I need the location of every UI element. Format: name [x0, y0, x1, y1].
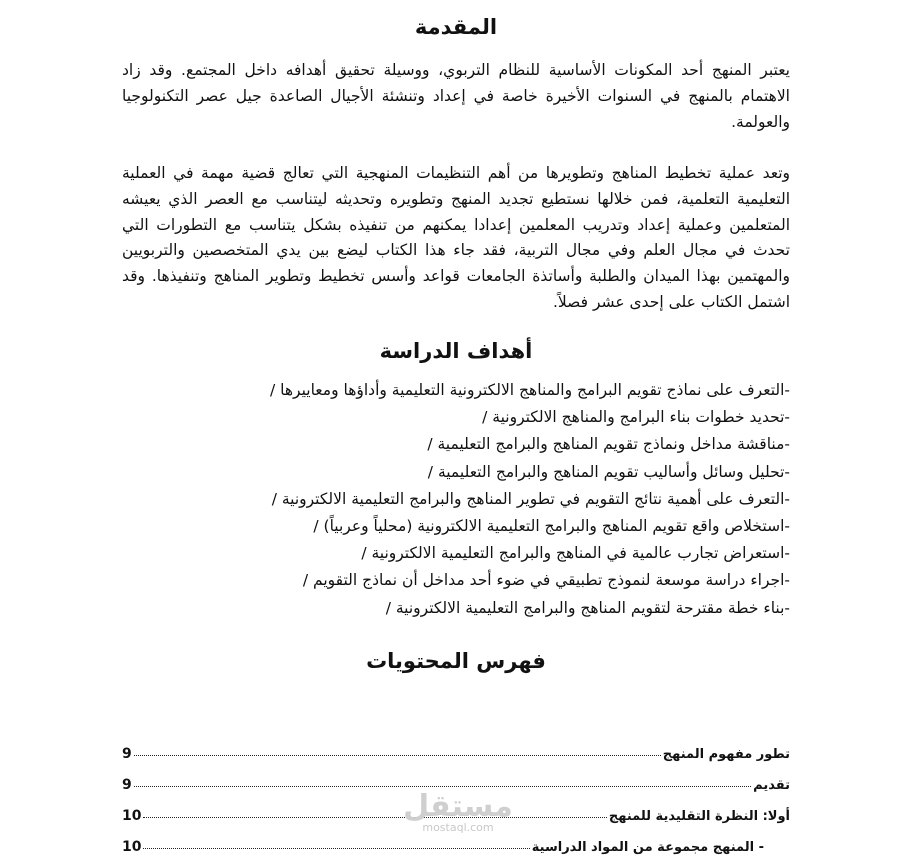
mostaql-watermark [400, 789, 516, 834]
toc-page-number: 9 [122, 746, 132, 762]
toc-leader-dots [143, 848, 529, 849]
goals-list [150, 377, 790, 622]
goal-item: -استخلاص واقع تقويم المناهج والبرامج التعليمية الالكترونية (محلياً وعربياً) / [313, 516, 790, 535]
watermark-site: mostaql.com [422, 821, 494, 834]
intro-paragraph-2: وتعد عملية تخطيط المناهج وتطويرها من أهم التنظيمات المنهجية التي تعالج قضية مهمة في العملية التعليمية التعلمية، فمن خلالها نستطيع تجديد المنهج وتطويره وتحديثه ليتناسب مع العصر الذي يعيشه المتعلمين وعملية إعداد وتدريب المعلمين إعدادا يمكنهم من تنفيذه بشكل يتناسب مع التطورات التي تحدث في مجال العلم وفي مجال التربية، فقد جاء هذا الكتاب ليضع بين يدي المتخصصين والتربويين والمهتمين بهذا الميدان والطلبة وأساتذة الجامعات قواعد وأسس تخطيط وتطوير المناهج وتنفيذها. وقد اشتمل الكتاب على إحدى عشر فصلاً. [122, 164, 790, 311]
intro-paragraph-1: يعتبر المنهج أحد المكونات الأساسية للنظام التربوي، ووسيلة تحقيق أهدافه داخل المجتمع. وقد زاد الاهتمام بالمنهج في السنوات الأخيرة خاصة في إعداد وتنشئة الأجيال الصاعدة جيل عصر التكنولوجيا والعولمة. [122, 61, 790, 131]
goal-item: -تحديد خطوات بناء البرامج والمناهج الالكترونية / [482, 408, 790, 427]
toc-leader-dots [134, 786, 751, 787]
toc-entry-text: - المنهج مجموعة من المواد الدراسية [531, 840, 764, 855]
toc-entry-text: تطور مفهوم المنهج [662, 747, 790, 762]
intro-title: المقدمة [414, 15, 498, 39]
toc-page-number: 10 [122, 839, 142, 855]
goal-item: -مناقشة مداخل ونماذج تقويم المناهج والبرامج التعليمية / [427, 435, 790, 454]
goal-item: -التعرف على نماذج تقويم البرامج والمناهج الالكترونية التعليمية وأداؤها ومعاييرها / [269, 381, 790, 399]
toc-entry-text: تقديم [753, 778, 790, 793]
toc-page-number: 10 [122, 808, 142, 824]
goal-item: -اجراء دراسة موسعة لنموذج تطبيقي في ضوء أحد مداخل أن نماذج التقويم / [302, 571, 790, 590]
watermark-brand: مستقل [403, 789, 513, 824]
toc-page-number: 9 [122, 777, 132, 793]
goal-item: -تحليل وسائل وأساليب تقويم المناهج والبرامج التعليمية / [427, 462, 790, 481]
toc-title: فهرس المحتويات [366, 649, 546, 673]
toc-leader-dots [134, 755, 661, 756]
goals-title: أهداف الدراسة [379, 339, 533, 363]
toc-entry-text: أولا: النظرة التقليدية للمنهج [608, 809, 790, 824]
goal-item: -التعرف على أهمية نتائج التقويم في تطوير المناهج والبرامج التعليمية الالكترونية / [271, 489, 790, 508]
toc-leader-dots [143, 817, 606, 818]
toc-row[interactable] [122, 731, 790, 762]
goal-item: -بناء خطة مقترحة لتقويم المناهج والبرامج التعليمية الالكترونية / [385, 598, 790, 617]
goal-item: -استعراض تجارب عالمية في المناهج والبرامج التعليمية الالكترونية / [361, 544, 790, 563]
